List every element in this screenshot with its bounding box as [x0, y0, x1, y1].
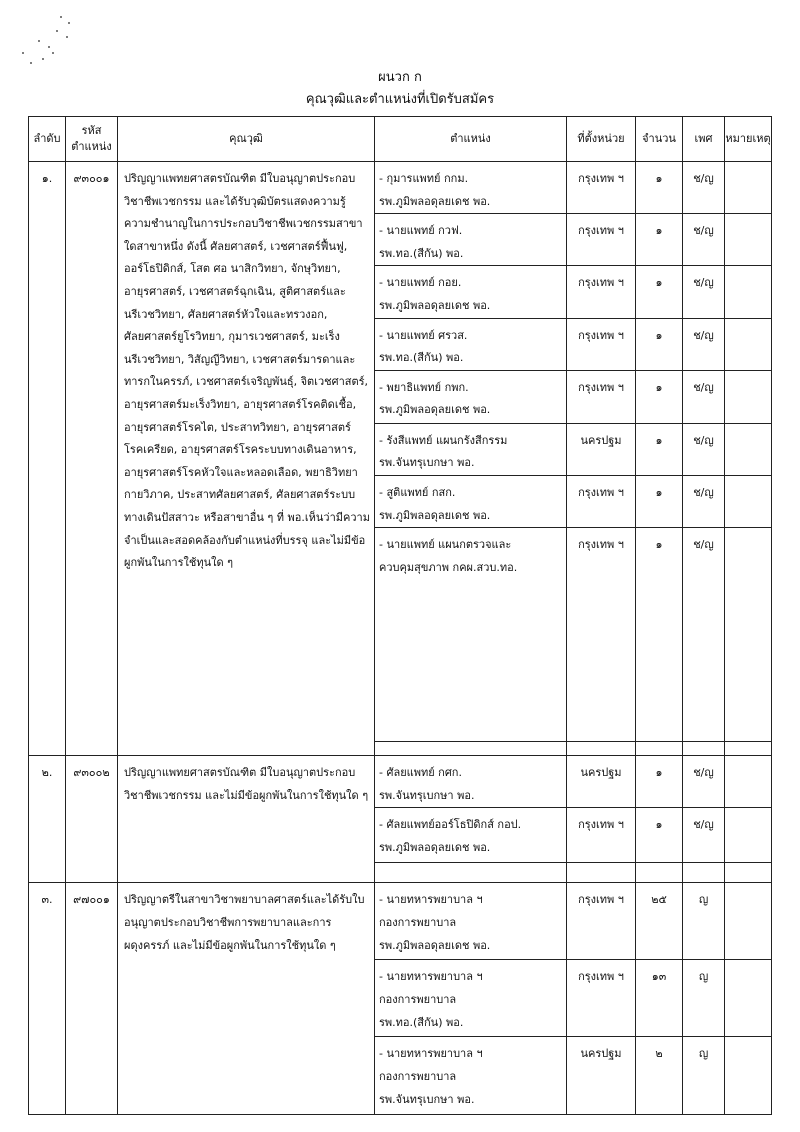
position-title: - นายแพทย์ กอย. — [379, 276, 462, 290]
count-cell: ๑ — [636, 214, 683, 266]
col-header-count: จำนวน — [636, 117, 683, 162]
position-cell — [375, 214, 567, 266]
count-cell — [636, 863, 683, 883]
remark-cell — [725, 162, 772, 214]
count-cell: ๑๓ — [636, 960, 683, 1037]
position-title: - นายแพทย์ กวฟ. — [379, 224, 463, 238]
position-title: - นายแพทย์ แผนกตรวจและ — [379, 538, 512, 552]
count-cell: ๑ — [636, 756, 683, 808]
position-cell — [375, 162, 567, 214]
count-cell: ๑ — [636, 808, 683, 863]
position-unit: กองการพยาบาล — [379, 992, 457, 1006]
qualification-text: ปริญญาแพทยศาสตรบัณฑิต มีใบอนุญาตประกอบวิชาชีพเวชกรรม และไม่มีข้อผูกพันในการใช้ทุนใด ๆ — [118, 756, 375, 883]
position-code: ๙๗๐๐๑ — [66, 883, 118, 1115]
position-cell — [375, 742, 567, 756]
position-title: - นายทหารพยาบาล ฯ — [379, 1047, 483, 1061]
location-cell: กรุงเทพ ฯ — [567, 528, 636, 742]
remark-cell — [725, 808, 772, 863]
sex-cell: ช/ญ — [683, 162, 725, 214]
count-cell: ๑ — [636, 266, 683, 318]
position-title: - ศัลยแพทย์ออร์โธปิดิกส์ กอป. — [379, 818, 522, 832]
position-cell — [375, 863, 567, 883]
position-unit-2: รพ.ภูมิพลอดุลยเดช พอ. — [379, 938, 491, 952]
location-cell: กรุงเทพ ฯ — [567, 318, 636, 370]
position-cell — [375, 1037, 567, 1115]
position-cell — [375, 423, 567, 475]
location-cell: กรุงเทพ ฯ — [567, 883, 636, 960]
sex-cell: ช/ญ — [683, 214, 725, 266]
count-cell: ๑ — [636, 318, 683, 370]
table-row — [29, 756, 772, 808]
count-cell: ๑ — [636, 528, 683, 742]
sex-cell: ญ — [683, 960, 725, 1037]
position-unit: รพ.ภูมิพลอดุลยเดช พอ. — [379, 194, 491, 208]
position-title: - รังสีแพทย์ แผนกรังสีกรรม — [379, 433, 508, 447]
col-header-no: ลำดับ — [29, 117, 66, 162]
remark-cell — [725, 528, 772, 742]
position-unit: กองการพยาบาล — [379, 915, 457, 929]
location-cell — [567, 863, 636, 883]
col-header-position: ตำแหน่ง — [375, 117, 567, 162]
sex-cell — [683, 742, 725, 756]
position-unit: รพ.ภูมิพลอดุลยเดช พอ. — [379, 508, 491, 522]
col-header-code: รหัส ตำแหน่ง — [66, 117, 118, 162]
position-cell — [375, 960, 567, 1037]
position-cell — [375, 266, 567, 318]
location-cell: นครปฐม — [567, 1037, 636, 1115]
position-title: - ศัลยแพทย์ กศก. — [379, 766, 462, 780]
count-cell: ๒ — [636, 1037, 683, 1115]
position-cell — [375, 318, 567, 370]
remark-cell — [725, 756, 772, 808]
position-unit: รพ.ภูมิพลอดุลยเดช พอ. — [379, 298, 491, 312]
position-unit: ควบคุมสุขภาพ กคผ.สวบ.ทอ. — [379, 560, 518, 574]
position-unit: รพ.จันทรุเบกษา พอ. — [379, 456, 475, 470]
position-title: - นายทหารพยาบาล ฯ — [379, 970, 483, 984]
sex-cell: ช/ญ — [683, 370, 725, 423]
sex-cell: ญ — [683, 883, 725, 960]
position-title: - สูติแพทย์ กสก. — [379, 485, 456, 499]
sex-cell: ช/ญ — [683, 266, 725, 318]
remark-cell — [725, 266, 772, 318]
location-cell: กรุงเทพ ฯ — [567, 475, 636, 527]
row-number: ๓. — [29, 883, 66, 1115]
location-cell: นครปฐม — [567, 423, 636, 475]
count-cell: ๒๕ — [636, 883, 683, 960]
count-cell — [636, 742, 683, 756]
remark-cell — [725, 883, 772, 960]
remark-cell — [725, 318, 772, 370]
sex-cell: ช/ญ — [683, 808, 725, 863]
position-unit: รพ.ทอ.(สีกัน) พอ. — [379, 246, 464, 260]
page-subtitle: คุณวุฒิและตำแหน่งที่เปิดรับสมัคร — [305, 92, 495, 107]
position-title: - นายแพทย์ ศรวส. — [379, 328, 468, 342]
location-cell: กรุงเทพ ฯ — [567, 960, 636, 1037]
qualification-text: ปริญญาแพทยศาสตรบัณฑิต มีใบอนุญาตประกอบวิชาชีพเวชกรรม และได้รับวุฒิบัตรแสดงความรู้ความชำนาญในการประกอบวิชาชีพเวชกรรมสาขาใดสาขาหนึ่ง ดังนี้ ศัลยศาสตร์, เวชศาสตร์ฟื้นฟู, ออร์โธปิดิกส์, โสต ศอ นาสิกวิทยา, จักษุวิทยา, อายุรศาสตร์, เวชศาสตร์ฉุกเฉิน, สูติศาสตร์และนรีเวชวิทยา, ศัลยศาสตร์หัวใจและทรวงอก, ศัลยศาสตร์ยูโรวิทยา, กุมารเวชศาสตร์, มะเร็งนรีเวชวิทยา, วิสัญญีวิทยา, เวชศาสตร์มารดาและทารกในครรภ์, เวชศาสตร์เจริญพันธุ์, จิตเวชศาสตร์, อายุรศาสตร์มะเร็งวิทยา, อายุรศาสตร์โรคติดเชื้อ, อายุรศาสตร์โรคไต, ประสาทวิทยา, อายุรศาสตร์โรคเครียด, อายุรศาสตร์โรคระบบทางเดินอาหาร, อายุรศาสตร์โรคหัวใจและหลอดเลือด, พยาธิวิทยากายวิภาค, ประสาทศัลยศาสตร์, ศัลยศาสตร์ระบบทางเดินปัสสาวะ หรือสาขาอื่น ๆ ที่ พอ.เห็นว่ามีความจำเป็นและสอดคล้องกับตำแหน่งที่บรรจุ และไม่มีข้อผูกพันในการใช้ทุนใด ๆ — [118, 162, 375, 756]
position-unit: รพ.ภูมิพลอดุลยเดช พอ. — [379, 840, 491, 854]
position-title: - กุมารแพทย์ กกม. — [379, 172, 469, 185]
table-row — [29, 162, 772, 214]
col-header-remark: หมายเหตุ — [725, 117, 772, 162]
remark-cell — [725, 742, 772, 756]
count-cell: ๑ — [636, 475, 683, 527]
sex-cell: ญ — [683, 1037, 725, 1115]
table-row — [29, 883, 772, 960]
position-code: ๙๓๐๐๒ — [66, 756, 118, 883]
row-number: ๒. — [29, 756, 66, 883]
location-cell: กรุงเทพ ฯ — [567, 370, 636, 423]
col-header-qualification: คุณวุฒิ — [118, 117, 375, 162]
position-unit: รพ.ทอ.(สีกัน) พอ. — [379, 351, 464, 365]
position-cell — [375, 808, 567, 863]
position-code: ๙๓๐๐๑ — [66, 162, 118, 756]
remark-cell — [725, 370, 772, 423]
remark-cell — [725, 214, 772, 266]
remark-cell — [725, 423, 772, 475]
position-cell — [375, 756, 567, 808]
count-cell: ๑ — [636, 423, 683, 475]
sex-cell: ช/ญ — [683, 756, 725, 808]
position-unit-2: รพ.ทอ.(สีกัน) พอ. — [379, 1015, 464, 1029]
sex-cell: ช/ญ — [683, 528, 725, 742]
col-header-location: ที่ตั้งหน่วย — [567, 117, 636, 162]
position-cell — [375, 883, 567, 960]
location-cell: กรุงเทพ ฯ — [567, 808, 636, 863]
position-unit: รพ.จันทรุเบกษา พอ. — [379, 788, 475, 802]
location-cell — [567, 742, 636, 756]
page-title: ผนวก ก — [378, 70, 422, 85]
sex-cell — [683, 863, 725, 883]
sex-cell: ช/ญ — [683, 475, 725, 527]
position-unit: รพ.ภูมิพลอดุลยเดช พอ. — [379, 403, 491, 417]
position-cell — [375, 475, 567, 527]
position-title: - พยาธิแพทย์ กพก. — [379, 380, 469, 394]
remark-cell — [725, 475, 772, 527]
location-cell: กรุงเทพ ฯ — [567, 162, 636, 214]
remark-cell — [725, 863, 772, 883]
sex-cell: ช/ญ — [683, 423, 725, 475]
count-cell: ๑ — [636, 370, 683, 423]
location-cell: นครปฐม — [567, 756, 636, 808]
position-cell — [375, 528, 567, 742]
qualification-text: ปริญญาตรีในสาขาวิชาพยาบาลศาสตร์และได้รับใบอนุญาตประกอบวิชาชีพการพยาบาลและการผดุงครรภ์ และไม่มีข้อผูกพันในการใช้ทุนใด ๆ — [118, 883, 375, 1115]
position-unit: กองการพยาบาล — [379, 1069, 457, 1083]
positions-table — [28, 116, 772, 1115]
col-header-sex: เพศ — [683, 117, 725, 162]
location-cell: กรุงเทพ ฯ — [567, 214, 636, 266]
remark-cell — [725, 960, 772, 1037]
scan-speckles — [18, 12, 88, 72]
count-cell: ๑ — [636, 162, 683, 214]
remark-cell — [725, 1037, 772, 1115]
row-number: ๑. — [29, 162, 66, 756]
position-title: - นายทหารพยาบาล ฯ — [379, 893, 483, 907]
position-unit-2: รพ.จันทรุเบกษา พอ. — [379, 1092, 475, 1106]
sex-cell: ช/ญ — [683, 318, 725, 370]
location-cell: กรุงเทพ ฯ — [567, 266, 636, 318]
table-header-row — [29, 117, 772, 162]
position-cell — [375, 370, 567, 423]
